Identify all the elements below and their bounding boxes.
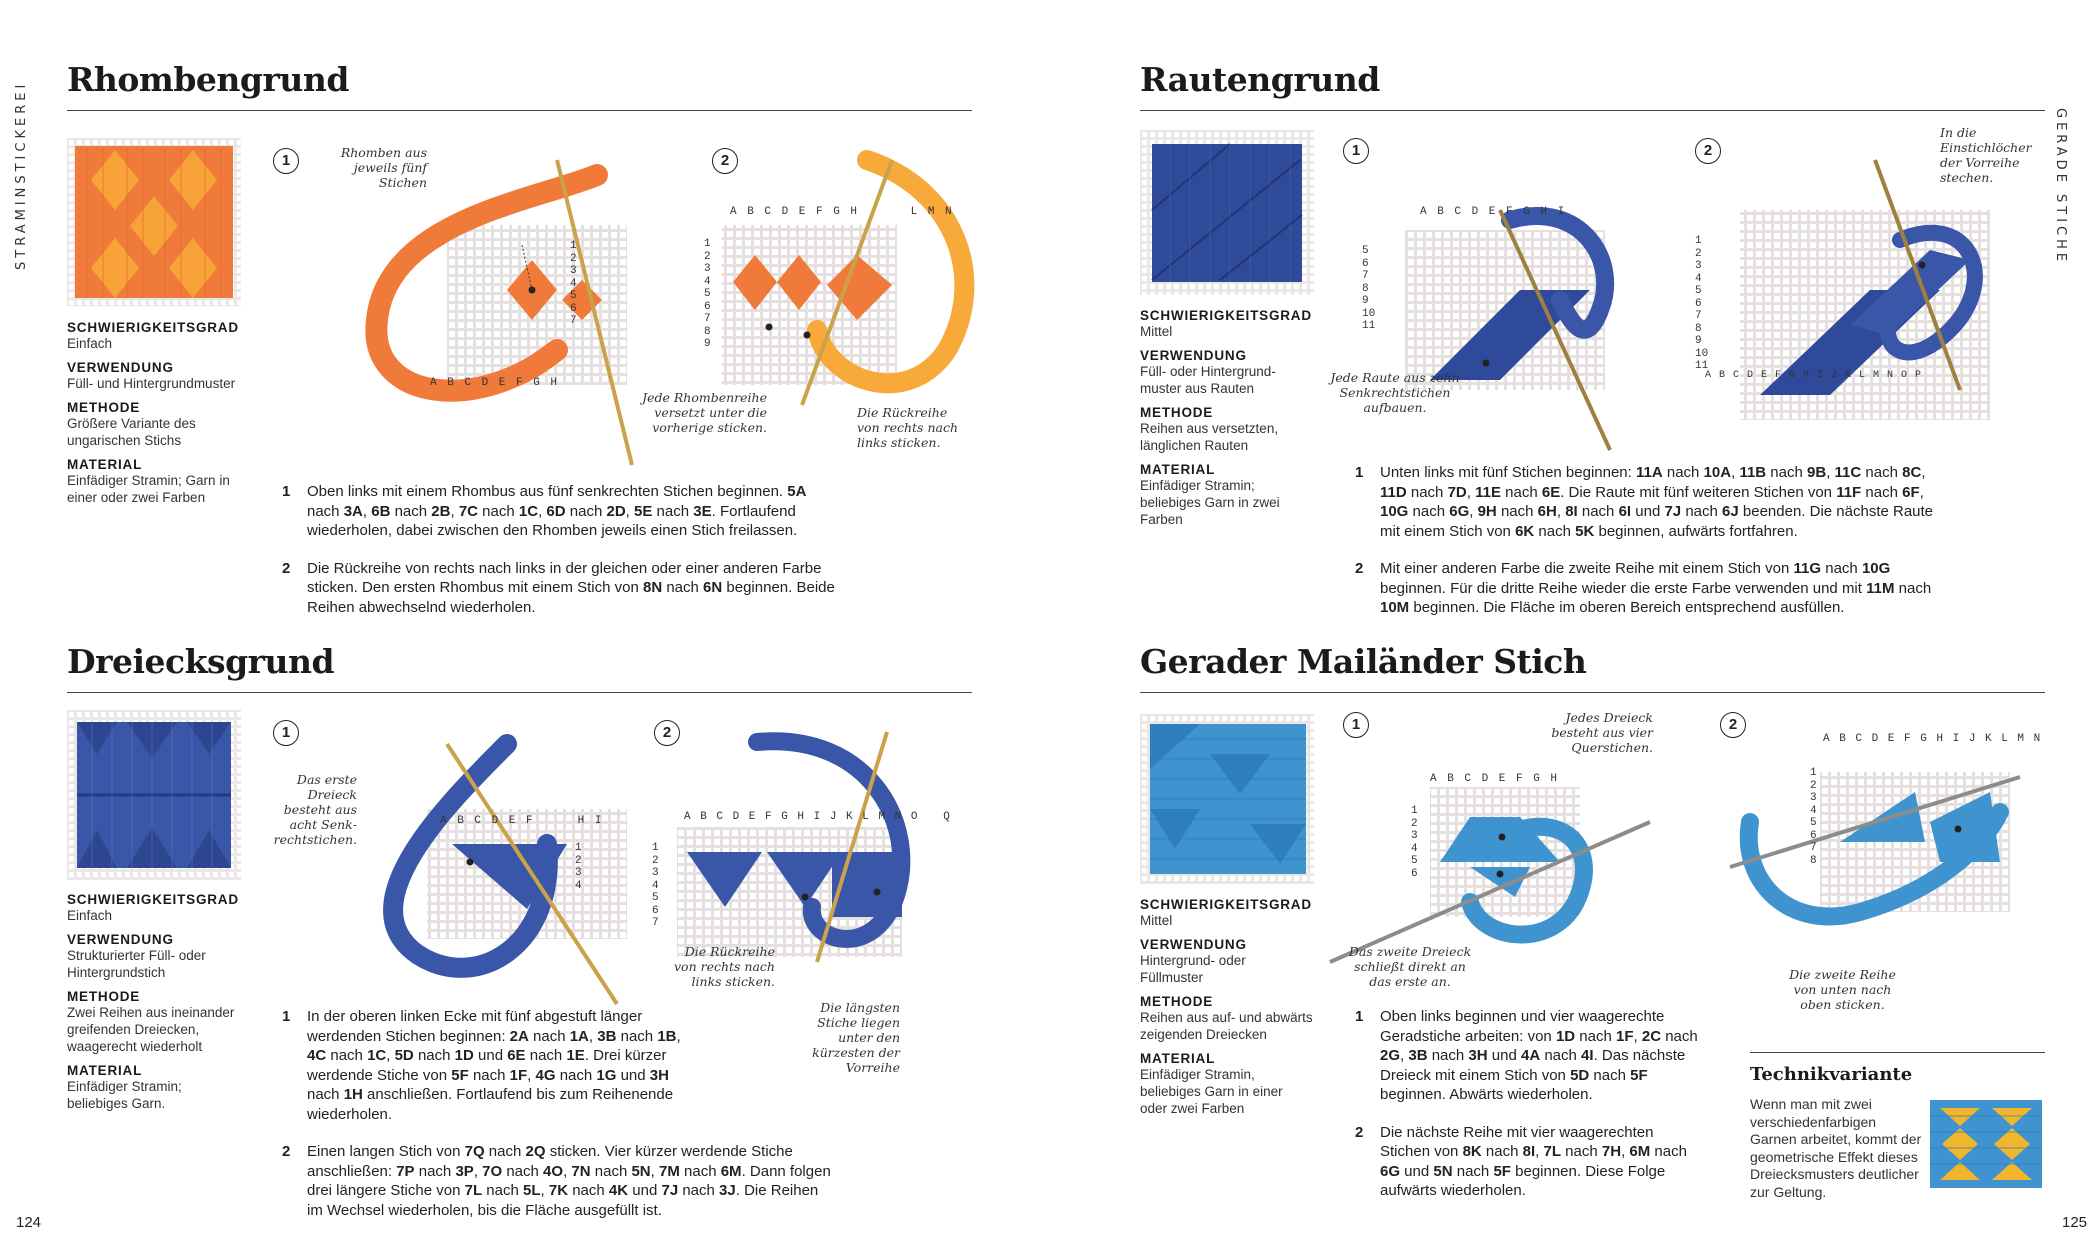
grid-numbers-side-2: 1 2 3 4 5 6 7 xyxy=(652,842,659,929)
stitch-swatch xyxy=(67,710,241,880)
difficulty-value: Einfach xyxy=(67,336,113,351)
material-label: MATERIAL xyxy=(1140,1051,1216,1066)
step-text: Unten links mit fünf Stichen beginnen: 11A nach 10A, 11B nach 9B, 11C nach 8C, 11D nach 7D, 11E nach 6E. Die Raute mit fünf weiteren Stichen von 11F nach 6F, 10G nach 6G, 9H nach 6H, 8I nach 6I und 7J nach 6J beenden. Die nächste Raute mit einem Stich von 6K nach 5K beginnen, aufwärts fortfahren. xyxy=(1380,464,1934,540)
use-value: Füll- und Hintergrundmuster xyxy=(67,376,236,391)
title-rule xyxy=(1140,692,2045,693)
step-2 xyxy=(1355,559,1955,618)
steps-list xyxy=(1355,463,1955,636)
callout-zweites-dreieck: Das zweite Dreieck schließt direkt an das erste an. xyxy=(1348,944,1472,989)
illustration-step-2 xyxy=(1730,732,2020,982)
step-1 xyxy=(282,482,842,541)
steps-list xyxy=(282,482,842,635)
material-label: MATERIAL xyxy=(67,457,143,472)
callout-laengste-stiche: Die längsten Stiche liegen unter den kürzesten der Vorreihe xyxy=(812,1000,900,1075)
grid-numbers-side: 1 2 3 4 5 6 7 xyxy=(570,240,577,327)
step-text: Die nächste Reihe mit vier waagerechten Stichen von 8K nach 8I, 7L nach 7H, 6M nach 6G und 5N nach 5F beginnen. Diese Folge aufwärts wiederholen. xyxy=(1380,1123,1687,1199)
step-number: 2 xyxy=(282,1143,291,1160)
grid-letters-top: A B C D E F G H xyxy=(1430,773,1560,785)
method-label: METHODE xyxy=(1140,405,1214,420)
title-rule xyxy=(1140,110,2045,111)
material-label: MATERIAL xyxy=(1140,462,1216,477)
material-label: MATERIAL xyxy=(67,1063,143,1078)
grid-numbers-side-2: 1 2 3 4 5 6 7 8 xyxy=(1810,767,1817,867)
grid-letters-bottom: A B C D E F G H I J K L M N O P xyxy=(1705,370,1923,381)
side-label-left: STRAMINSTICKEREI xyxy=(14,80,29,270)
use-value: Füll- oder Hintergrundmuster aus Rauten xyxy=(1140,364,1276,396)
callout-rueckreihe: Die Rückreihe von rechts nach links sticken. xyxy=(857,405,959,450)
use-label: VERWENDUNG xyxy=(1140,348,1247,363)
technik-swatch-image xyxy=(1930,1100,2042,1188)
method-value: Reihen aus auf- und abwärts zeigenden Dreiecken xyxy=(1140,1010,1313,1042)
grid-letters-top: A B C D E F G H I xyxy=(1420,206,1567,218)
step-text: Oben links beginnen und vier waagerechte Geradstiche arbeiten: von 1D nach 1F, 2C nach 2G, 3B nach 3H und 4A nach 4I. Das nächste Dreieck mit einem Stich von 5D nach 5F beginnen. Abwärts wiederholen. xyxy=(1380,1008,1698,1103)
use-value: Strukturierter Füll- oder Hintergrundstich xyxy=(67,948,206,980)
info-block xyxy=(67,892,247,1112)
use-value: Hintergrund- oder Füllmuster xyxy=(1140,953,1246,985)
section-title: Rhombengrund xyxy=(67,60,349,99)
step-1-marker: 1 xyxy=(273,148,299,174)
section-rautengrund xyxy=(1140,60,2045,620)
title-rule xyxy=(67,692,972,693)
step-2 xyxy=(282,559,842,618)
callout-zweite-reihe: Die zweite Reihe von unten nach oben sticken. xyxy=(1789,967,1896,1012)
step-1-marker: 1 xyxy=(1343,138,1369,164)
step-text: Einen langen Stich von 7Q nach 2Q sticken. Vier kürzer werdende Stiche anschließen: 7P nach 3P, 7O nach 4O, 7N nach 5N, 7M nach 6M. Dann folgen drei längere Stiche von 7L nach 5L, 7K nach 4K und 7J nach 3J. Die Reihen im Wechsel wiederholen, bis die Fläche ausgefüllt ist. xyxy=(307,1143,831,1219)
material-value: Einfädiger Stramin; Garn in einer oder zwei Farben xyxy=(67,473,230,505)
method-label: METHODE xyxy=(1140,994,1214,1009)
difficulty-label: SCHWIERIGKEITSGRAD xyxy=(67,892,239,907)
page-number-left: 124 xyxy=(16,1214,42,1231)
difficulty-label: SCHWIERIGKEITSGRAD xyxy=(1140,897,1312,912)
technik-rule xyxy=(1750,1052,2045,1053)
step-text: Mit einer anderen Farbe die zweite Reihe mit einem Stich von 11G nach 10G beginnen. Für die dritte Reihe wieder die erste Farbe verwenden und mit 11M nach 10M beginnen. Die Fläche im oberen Bereich entsprechend ausfüllen. xyxy=(1380,560,1932,616)
info-block xyxy=(1140,897,1320,1117)
step-text: Oben links mit einem Rhombus aus fünf senkrechten Stichen beginnen. 5A nach 3A, 6B nach 2B, 7C nach 1C, 6D nach 2D, 5E nach 3E. Fortlaufend wiederholen, dabei zwischen den Rhomben jeweils einen Stich freilassen. xyxy=(307,483,807,539)
side-label-right: GERADE STICHE xyxy=(2053,108,2068,266)
steps-list xyxy=(282,1007,832,1238)
section-title: Rautengrund xyxy=(1140,60,1380,99)
callout-jedes-dreieck: Jedes Dreieck besteht aus vier Querstichen. xyxy=(1551,710,1653,755)
page-number-right: 125 xyxy=(2062,1214,2088,1231)
method-value: Zwei Reihen aus ineinander greifenden Dreiecken, waagerecht wiederholt xyxy=(67,1005,235,1054)
grid-letters-top-2: A B C D E F G H I J K L M N O Q xyxy=(684,811,952,823)
step-text: In der oberen linken Ecke mit fünf abgestuft länger werdenden Stichen beginnen: 2A nach 1A, 3B nach 1B, 4C nach 1C, 5D nach 1D und 6E nach 1E. Drei kürzer werdende Stiche von 5F nach 1F, 4G nach 1G und 3H nach 1H anschließen. Fortlaufend bis zum Reihenende wiederholen. xyxy=(307,1008,681,1123)
difficulty-label: SCHWIERIGKEITSGRAD xyxy=(67,320,239,335)
grid-numbers-side-2: 1 2 3 4 5 6 7 8 9 10 11 xyxy=(1695,235,1709,372)
step-1 xyxy=(1355,1007,1700,1105)
use-label: VERWENDUNG xyxy=(67,932,174,947)
callout-raute: Jede Raute aus zehn Senkrechtstichen aufbauen. xyxy=(1330,370,1460,415)
grid-numbers-side: 1 2 3 4 5 6 xyxy=(1411,805,1418,880)
illustration-step-1 xyxy=(357,714,667,1014)
callout-rueckreihe: Die Rückreihe von rechts nach links sticken. xyxy=(673,944,775,989)
callout-erstes-dreieck: Das erste Dreieck besteht aus acht Senkrechtstichen. xyxy=(273,772,357,847)
step-2-marker: 2 xyxy=(654,720,680,746)
step-2 xyxy=(282,1142,832,1220)
step-number: 1 xyxy=(282,483,291,500)
technik-text: Wenn man mit zwei verschiedenfarbigen Garnen arbeitet, kommt der geometrische Effekt dieses Dreiecksmusters deutlicher zur Geltung. xyxy=(1750,1096,1922,1200)
grid-letters-top-2: A B C D E F G H I J K L M N xyxy=(1823,733,2042,745)
info-block xyxy=(67,320,247,506)
step-1-marker: 1 xyxy=(1343,712,1369,738)
material-value: Einfädiger Stramin; beliebiges Garn in zwei Farben xyxy=(1140,478,1280,527)
technik-title: Technikvariante xyxy=(1750,1064,1913,1085)
difficulty-value: Mittel xyxy=(1140,324,1173,339)
step-text: Die Rückreihe von rechts nach links in der gleichen oder einer anderen Farbe sticken. Den ersten Rhombus mit einem Stich von 8N nach 6N beginnen. Beide Reihen abwechselnd wiederholen. xyxy=(307,559,835,616)
stitch-swatch xyxy=(1140,130,1314,295)
stitch-swatch xyxy=(1140,714,1314,884)
step-number: 2 xyxy=(1355,1123,1364,1141)
step-number: 1 xyxy=(1355,464,1364,481)
step-number: 2 xyxy=(1355,560,1364,577)
step-number: 1 xyxy=(282,1008,291,1025)
step-2 xyxy=(1355,1123,1700,1201)
material-value: Einfädiger Stramin, beliebiges Garn in einer oder zwei Farben xyxy=(1140,1067,1283,1116)
info-block xyxy=(1140,308,1320,528)
method-label: METHODE xyxy=(67,400,141,415)
method-value: Größere Variante des ungarischen Stichs xyxy=(67,416,196,448)
difficulty-label: SCHWIERIGKEITSGRAD xyxy=(1140,308,1312,323)
grid-numbers-side: 1 2 3 4 xyxy=(575,842,582,892)
section-title: Dreiecksgrund xyxy=(67,642,335,681)
use-label: VERWENDUNG xyxy=(1140,937,1247,952)
grid-numbers-side-2: 1 2 3 4 5 6 7 8 9 xyxy=(704,238,711,350)
callout-rhombenreihe: Jede Rhombenreihe versetzt unter die vorherige sticken. xyxy=(642,390,767,435)
grid-letters-bottom: A B C D E F G H xyxy=(430,377,560,389)
step-2-marker: 2 xyxy=(1720,712,1746,738)
title-rule xyxy=(67,110,972,111)
section-dreiecksgrund xyxy=(67,642,972,1219)
section-rhombengrund xyxy=(67,60,972,620)
stitch-swatch xyxy=(67,138,241,306)
method-value: Reihen aus versetzten, länglichen Rauten xyxy=(1140,421,1279,453)
section-title: Gerader Mailänder Stich xyxy=(1140,642,1587,681)
step-number: 1 xyxy=(1355,1008,1364,1025)
grid-numbers-side: 5 6 7 8 9 10 11 xyxy=(1362,245,1376,332)
material-value: Einfädiger Stramin; beliebiges Garn. xyxy=(67,1079,182,1111)
callout-rhomben: Rhomben aus jeweils fünf Stichen xyxy=(340,145,427,190)
step-number: 2 xyxy=(282,559,291,577)
callout-einstichloecher: In die Einstichlöcher der Vorreihe stechen. xyxy=(1940,125,2032,185)
method-label: METHODE xyxy=(67,989,141,1004)
step-2-marker: 2 xyxy=(1695,138,1721,164)
difficulty-value: Mittel xyxy=(1140,913,1173,928)
grid-letters-top: A B C D E F H I xyxy=(440,815,604,827)
step-1 xyxy=(1355,463,1955,541)
difficulty-value: Einfach xyxy=(67,908,113,923)
step-2-marker: 2 xyxy=(712,148,738,174)
step-1-marker: 1 xyxy=(273,720,299,746)
use-label: VERWENDUNG xyxy=(67,360,174,375)
grid-letters-top: A B C D E F G H L M N xyxy=(730,206,954,218)
steps-list xyxy=(1355,1007,1700,1219)
step-1 xyxy=(282,1007,702,1124)
